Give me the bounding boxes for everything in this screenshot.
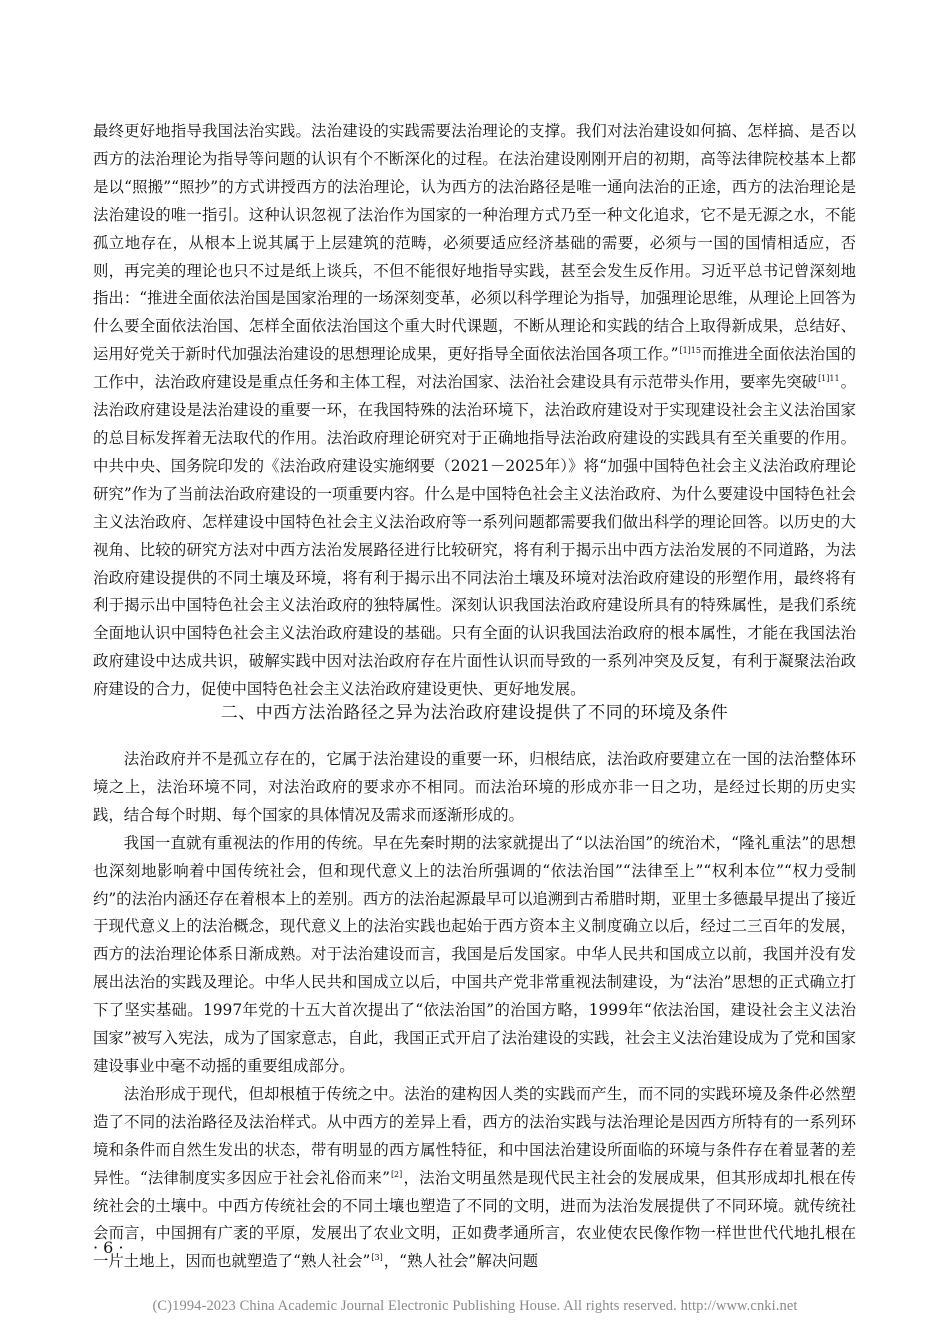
text-run: ，“熟人社会”解决问题 (383, 1252, 538, 1271)
text-run: 我国一直就有重视法的作用的传统。早在先秦时期的法家就提出了“以法治国”的统治术，“隆礼重法”的思想也深刻地影响着中国传统社会，但和现代意义上的法治所强调的“依法治国”“法律至上”“权利本位”“权力受制约”的法治内涵还存在着根本上的差别。西方的法治起源最早可以追溯到古希腊时期，亚里士多德最早提出了接近于现代意义上的法治概念，现代意义上的法治实践也起始于西方资本主义制度确立以后，经过二三百年的发展，西方的法治理论体系日渐成熟。对于法治建设而言，我国是后发国家。中华人民共和国成立以前，我国并没有发展出法治的实践及理论。中华人民共和国成立以后，中国共产党非常重视法制建设，为“法治”思想的正式确立打下了坚实基础。1997年党的十五大首次提出了“依法治国”的治国方略，1999年“依法治国，建设社会主义法治国家”被写入宪法，成为了国家意志，自此，我国正式开启了法治建设的实践，社会主义法治建设成为了党和国家建设事业中毫不动摇的重要组成部分。 (93, 833, 856, 1075)
text-run: 法治形成于现代，但却根植于传统之中。法治的建构因人类的实践而产生，而不同的实践环境及条件必然塑造了不同的法治路径及法治样式。从中西方的差异上看，西方的法治实践与法治理论是因西方所特有的一系列环境和条件而自然生发出的状态，带有明显的西方属性特征，和中国法治建设所面临的环境与条件存在着显著的差异性。“法律制度实多因应于社会礼俗而来” (93, 1084, 856, 1187)
section-body-intro (93, 118, 856, 704)
text-run: 而推进全面依法治国的工作中，法治政府建设是重点任务和主体工程，对法治国家、法治社会建设具有示范带头作用，要率先突破 (93, 345, 856, 392)
citation-marker: [1]15 (679, 346, 701, 356)
text-run: 。法治政府建设是法治建设的重要一环，在我国特殊的法治环境下，法治政府建设对于实现建设社会主义法治国家的总目标发挥着无法取代的作用。法治政府理论研究对于正确地指导法治政府建设的实践具有至关重要的作用。中共中央、国务院印发的《法治政府建设实施纲要（2021－2025年）》将“加强中国特色社会主义法治政府理论研究”作为了当前法治政府建设的一项重要内容。什么是中国特色社会主义法治政府、为什么要建设中国特色社会主义法治政府、怎样建设中国特色社会主义法治政府等一系列问题都需要我们做出科学的理论回答。以历史的大视角、比较的研究方法对中西方法治发展路径进行比较研究，将有利于揭示出中西方法治发展的不同道路，为法治政府建设提供的不同土壤及环境，将有利于揭示出不同法治土壤及环境对法治政府建设的形塑作用，最终将有利于揭示出中国特色社会主义法治政府的独特属性。深刻认识我国法治政府建设所具有的特殊属性，是我们系统全面地认识中国特色社会主义法治政府建设的基础。只有全面的认识我国法治政府的根本属性，才能在我国法治政府建设中达成共识，破解实践中因对法治政府存在片面性认识而导致的一系列冲突及反复，有利于凝聚法治政府建设的合力，促使中国特色社会主义法治政府建设更快、更好地发展。 (93, 373, 856, 699)
citation-marker: [3] (371, 1253, 383, 1263)
copyright-footer: (C)1994-2023 China Academic Journal Electronic Publishing House. All rights reserved. http://www.cnki.net (152, 1298, 798, 1314)
page-number: · 6 · (93, 1238, 124, 1257)
text-run: 法治政府并不是孤立存在的，它属于法治建设的重要一环，归根结底，法治政府要建立在一国的法治整体环境之上，法治环境不同，对法治政府的要求亦不相同。而法治环境的形成亦非一日之功，是经过长期的历史实践，结合每个时期、每个国家的具体情况及需求而逐渐形成的。 (93, 750, 856, 824)
section-heading: 二、中西方法治路径之异为法治政府建设提供了不同的环境及条件 (220, 703, 729, 723)
citation-marker: [2] (390, 1169, 403, 1179)
paragraph (93, 830, 856, 1081)
paragraph (93, 1081, 856, 1276)
citation-marker: [1]11 (818, 374, 840, 384)
paragraph (93, 746, 856, 830)
section-body-two (93, 746, 856, 1276)
paragraph (93, 118, 856, 704)
text-run: ，法治文明虽然是现代民主社会的发展成果，但其形成却扎根在传统社会的土壤中。中西方传统社会的不同土壤也塑造了不同的文明，进而为法治发展提供了不同环境。就传统社会而言，中国拥有广袤的平原，发展出了农业文明，正如费孝通所言，农业使农民像作物一样世世代代地扎根在一片土地上，因而也就塑造了“熟人社会” (93, 1168, 856, 1271)
text-run: 最终更好地指导我国法治实践。法治建设的实践需要法治理论的支撑。我们对法治建设如何搞、怎样搞、是否以西方的法治理论为指导等问题的认识有个不断深化的过程。在法治建设刚刚开启的初期，高等法律院校基本上都是以“照搬”“照抄”的方式讲授西方的法治理论，认为西方的法治路径是唯一通向法治的正途，西方的法治理论是法治建设的唯一指引。这种认识忽视了法治作为国家的一种治理方式乃至一种文化追求，它不是无源之水，不能孤立地存在，从根本上说其属于上层建筑的范畴，必须要适应经济基础的需要，必须与一国的国情相适应，否则，再完美的理论也只不过是纸上谈兵，不但不能很好地指导实践，甚至会发生反作用。习近平总书记曾深刻地指出：“推进全面依法治国是国家治理的一场深刻变革，必须以科学理论为指导，加强理论思维，从理论上回答为什么要全面依法治国、怎样全面依法治国这个重大时代课题，不断从理论和实践的结合上取得新成果，总结好、运用好党关于新时代加强法治建设的思想理论成果，更好指导全面依法治国各项工作。” (93, 122, 856, 364)
